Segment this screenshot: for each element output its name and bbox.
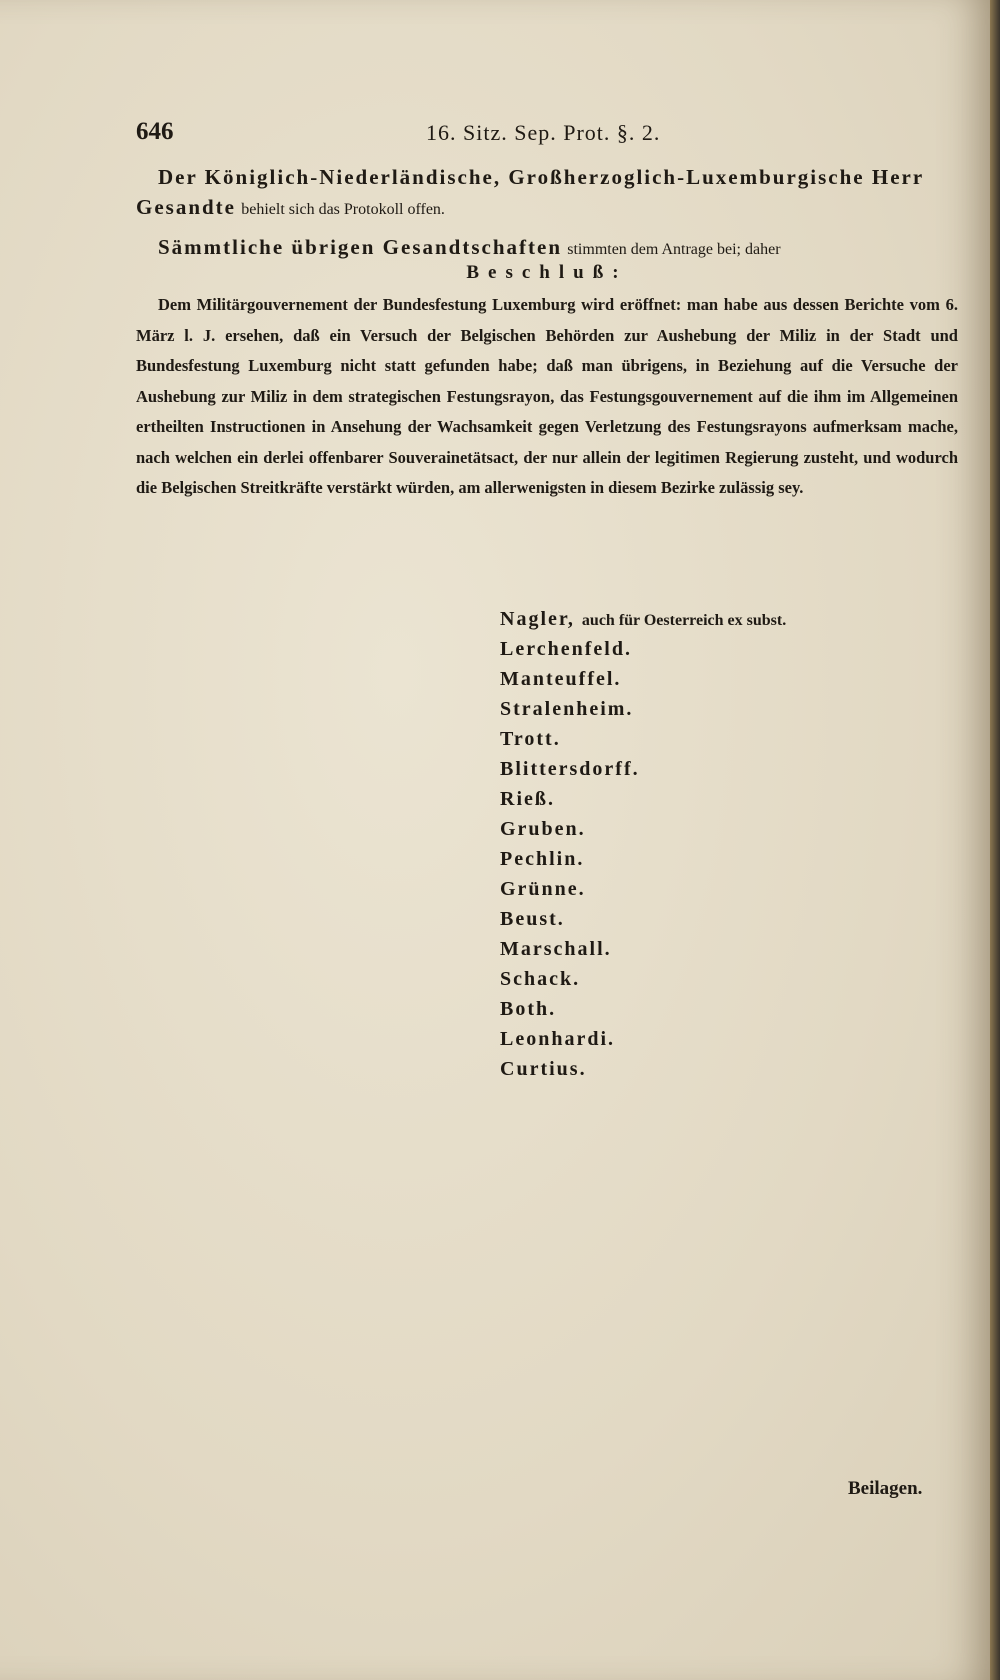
paragraph-agreement-lead: Sämmtliche übrigen Gesandtschaften — [158, 235, 562, 259]
signature-item — [500, 634, 920, 664]
signature-name: Trott. — [500, 728, 561, 750]
signature-name: Marschall. — [500, 938, 612, 960]
signature-name: Stralenheim. — [500, 698, 634, 720]
paragraph-declaration — [136, 162, 958, 225]
paragraph-agreement — [136, 232, 958, 265]
page-header — [136, 118, 956, 152]
running-head: 16. Sitz. Sep. Prot. §. 2. — [426, 120, 661, 145]
signature-name: Blittersdorff. — [500, 758, 640, 780]
signature-item — [500, 814, 920, 844]
paragraph-agreement-rest: stimmten dem Antrage bei; daher — [567, 241, 781, 258]
signature-name: Curtius. — [500, 1058, 587, 1080]
resolution-text: Dem Militärgouvernement der Bundesfestung Luxemburg wird eröffnet: man habe aus dessen Berichte vom 6. März l. J. ersehen, daß ein Versuch der Belgischen Behörden zur Aushebung der Miliz in der Stadt und Bundesfestung Luxemburg nicht statt gefunden habe; daß man übrigens, in Beziehung auf die Versuche der Aushebung zur Miliz in dem strategischen Festungsrayon, das Festungsgouvernement auf die ihm im Allgemeinen ertheilten Instructionen in Ansehung der Wachsamkeit gegen Verletzung des Festungsrayons aufmerksam mache, nach welchen ein derlei offenbarer Souverainetätsact, der nur allein der legitimen Regierung zusteht, und wodurch die Belgischen Streitkräfte verstärkt würden, am allerwenigsten in diesem Bezirke zulässig sey. — [136, 295, 958, 497]
signature-item — [500, 874, 920, 904]
signature-item — [500, 664, 920, 694]
signature-item — [500, 724, 920, 754]
signature-item — [500, 694, 920, 724]
signature-item — [500, 754, 920, 784]
signature-name: Nagler, — [500, 608, 575, 630]
signature-name: Grünne. — [500, 878, 586, 900]
signature-name: Manteuffel. — [500, 668, 622, 690]
signature-item — [500, 934, 920, 964]
signature-note: auch für Oesterreich ex subst. — [581, 612, 787, 629]
signature-name: Beust. — [500, 908, 565, 930]
signature-item — [500, 964, 920, 994]
signature-item — [500, 1054, 920, 1084]
signature-item — [500, 604, 920, 634]
resolution-heading: Beschluß: — [466, 262, 628, 283]
signature-name: Gruben. — [500, 818, 586, 840]
signature-name: Schack. — [500, 968, 581, 990]
catchword: Beilagen. — [848, 1478, 923, 1499]
paragraph-declaration-rest: behielt sich das Protokoll offen. — [241, 201, 445, 218]
signature-name: Lerchenfeld. — [500, 638, 632, 660]
signature-name: Pechlin. — [500, 848, 585, 870]
page-edge — [990, 0, 1000, 1680]
signature-item — [500, 844, 920, 874]
signature-name: Rieß. — [500, 788, 555, 810]
signature-item — [500, 994, 920, 1024]
signature-item — [500, 784, 920, 814]
page-number: 646 — [136, 118, 174, 145]
paragraph-declaration-lead: Der Königlich-Niederländische, Großherzoglich-Luxemburgische Herr Gesandte — [136, 165, 924, 219]
signature-name: Both. — [500, 998, 557, 1020]
signature-name: Leonhardi. — [500, 1028, 616, 1050]
signature-item — [500, 904, 920, 934]
signature-item — [500, 1024, 920, 1054]
signature-list — [500, 604, 920, 1084]
